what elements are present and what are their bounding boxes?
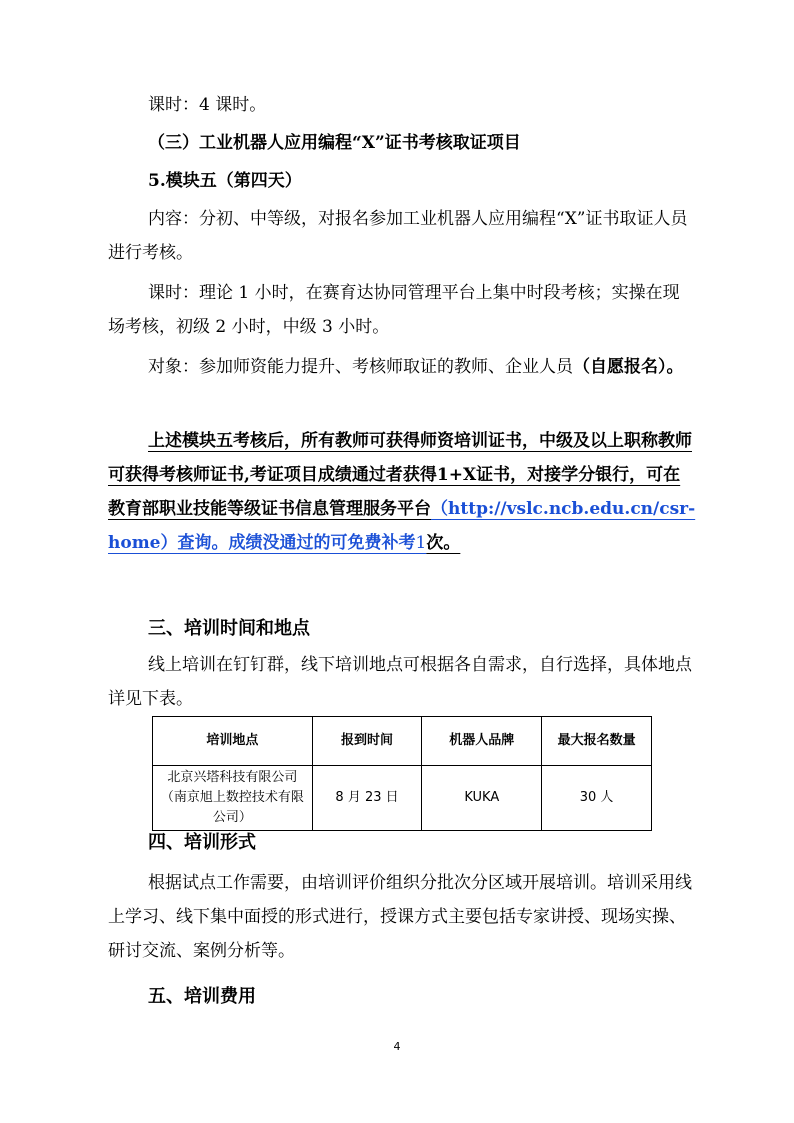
col-header-location: 培训地点 — [153, 717, 313, 766]
cell-checkin-time: 8 月 23 日 — [312, 766, 422, 831]
target-paragraph — [108, 350, 696, 384]
query-text: 查询。成绩没通过的可免费补考 — [177, 533, 416, 553]
heading-training-form: 四、培训形式 — [148, 832, 256, 853]
training-schedule-table — [152, 716, 652, 831]
content-paragraph: 内容：分初、中等级，对报名参加工业机器人应用编程“X”证书取证人员进行考核。 — [108, 209, 688, 263]
target-text: 对象：参加师资能力提升、考核师取证的教师、企业人员 — [148, 357, 573, 377]
certificate-text: 上述模块五考核后，所有教师可获得师资培训证书，中级及以上职称教师可获得考核师证书,考证项目成绩通过者获得1+X证书，对接学分银行，可在教育部职业技能等级证书信息管理服务平台 — [108, 431, 692, 519]
table-row — [153, 766, 652, 831]
module-five-heading: 5.模块五（第四天） — [148, 171, 302, 191]
retake-count: 1 — [415, 533, 427, 553]
hours-paragraph: 课时：理论 1 小时，在赛育达协同管理平台上集中时段考核；实操在现场考核，初级 2 小时，中级 3 小时。 — [108, 283, 680, 337]
section-heading-3: （三）工业机器人应用编程“X”证书考核取证项目 — [148, 133, 521, 153]
platform-link[interactable]: （http://vslc.ncb.edu.cn/csr-home） — [108, 499, 696, 553]
cell-robot-brand: KUKA — [422, 766, 542, 831]
voluntary-text: （自愿报名）。 — [573, 357, 684, 377]
cell-max-enrollment: 30 人 — [542, 766, 652, 831]
table-header-row — [153, 717, 652, 766]
heading-training-fee: 五、培训费用 — [148, 986, 256, 1007]
location-paragraph: 线上培训在钉钉群，线下培训地点可根据各自需求，自行选择，具体地点详见下表。 — [108, 655, 692, 709]
col-header-max-enrollment: 最大报名数量 — [542, 717, 652, 766]
page-number: 4 — [393, 1040, 401, 1053]
retake-suffix: 次。 — [426, 533, 461, 553]
training-form-paragraph: 根据试点工作需要，由培训评价组织分批次分区域开展培训。培训采用线上学习、线下集中面授的形式进行，授课方式主要包括专家讲授、现场实操、研讨交流、案例分析等。 — [108, 873, 692, 961]
cell-location: 北京兴塔科技有限公司（南京旭上数控技术有限公司） — [153, 766, 313, 831]
class-hours-paragraph: 课时：4 课时。 — [148, 95, 267, 115]
certificate-paragraph — [108, 424, 696, 560]
col-header-checkin-time: 报到时间 — [312, 717, 422, 766]
col-header-robot-brand: 机器人品牌 — [422, 717, 542, 766]
heading-time-place: 三、培训时间和地点 — [148, 618, 310, 639]
